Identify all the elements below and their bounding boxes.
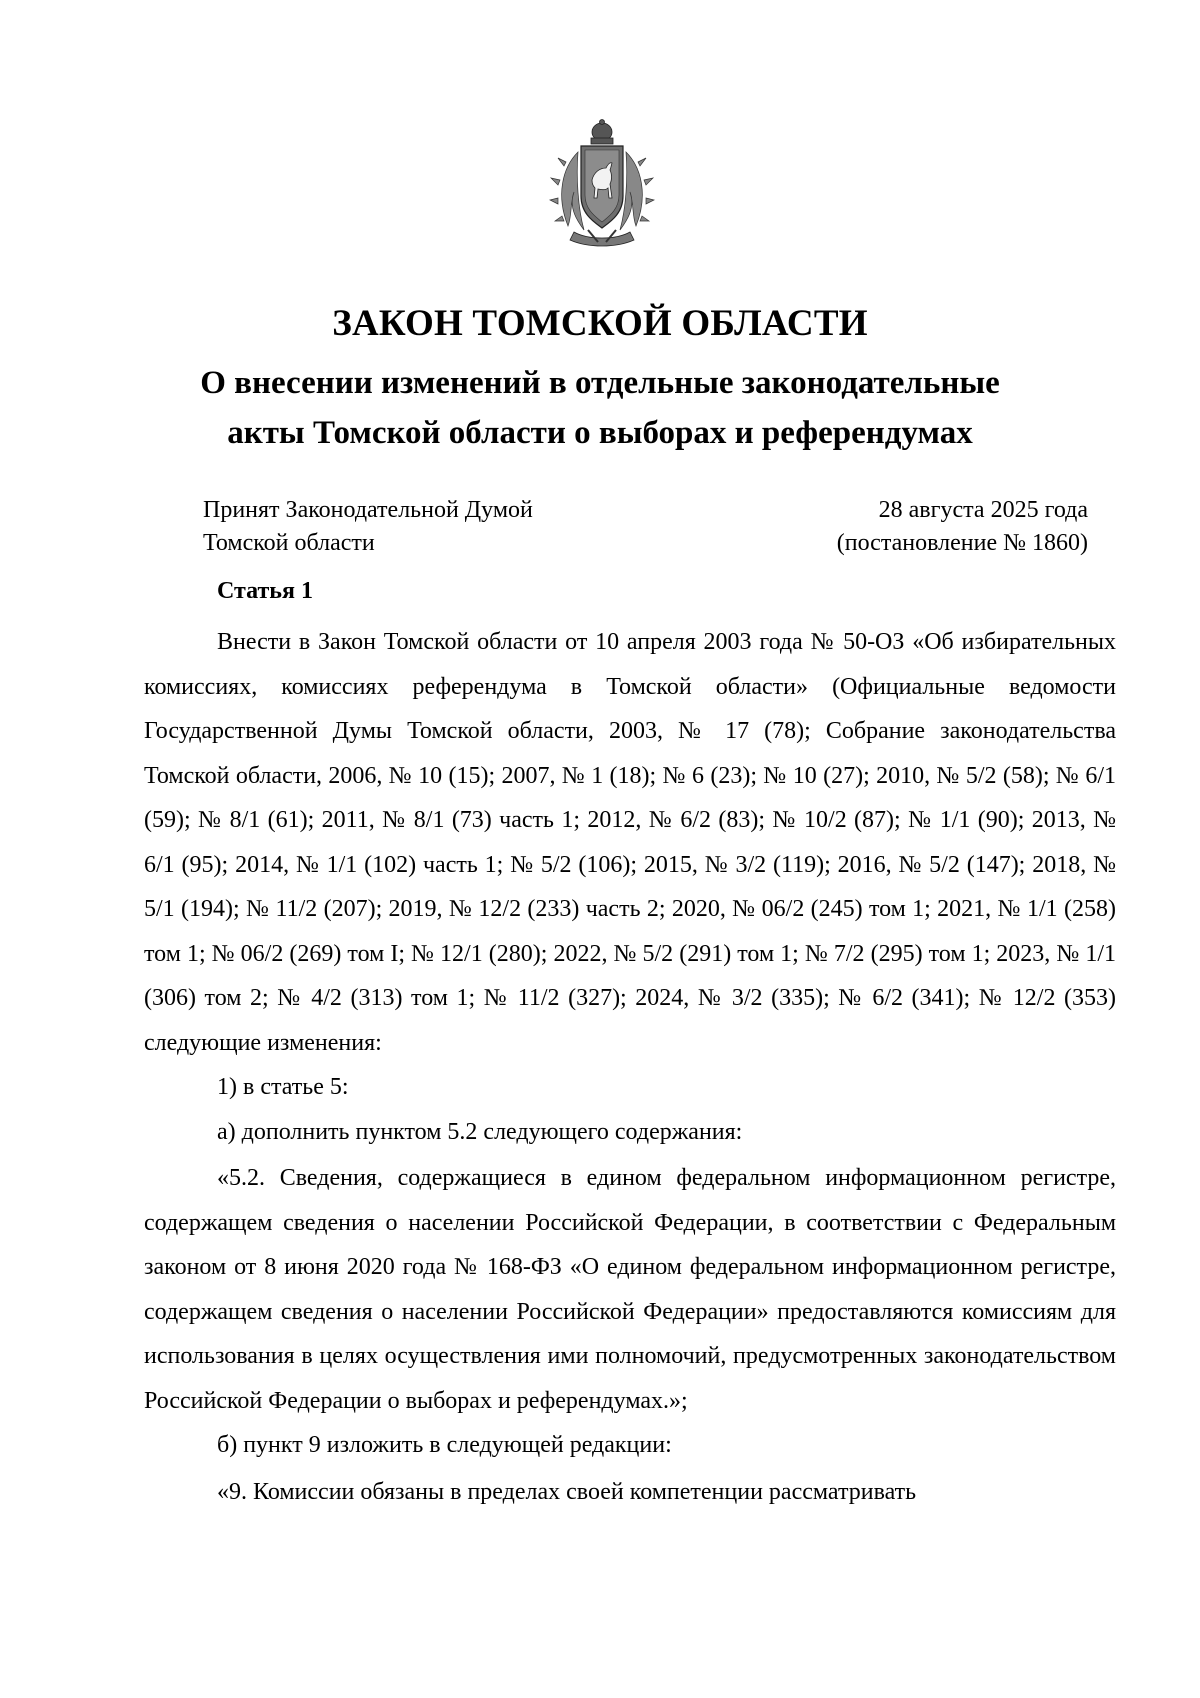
subtitle-line-1: О внесении изменений в отдельные законодательные <box>200 365 1000 401</box>
document-title: ЗАКОН ТОМСКОЙ ОБЛАСТИ <box>332 303 868 344</box>
article-paragraph: «5.2. Сведения, содержащиеся в едином федеральном информационном регистре, содержащем сведения о населении Российской Федерации, в соответствии с Федеральным законом от 8 июня 2020 года № 168-ФЗ «О едином федеральном информационном регистре, содержащем сведения о населении Российской Федерации» предоставляются комиссиям для использования в целях осуществления ими полномочий, предусмотренных законодательством Российской Федерации о выборах и референдумах.»; <box>144 1165 1116 1414</box>
document-subtitle <box>0 358 1200 458</box>
adopted-by-block <box>203 494 533 560</box>
article-paragraph: Внести в Закон Томской области от 10 апреля 2003 года № 50-ОЗ «Об избирательных комиссиях, комиссиях референдума в Томской области» (Официальные ведомости Государственной Думы Томской области, 2003, № 17 (78); Собрание законодательства Томской области, 2006, № 10 (15); 2007, № 1 (18); № 6 (23); № 10 (27); 2010, № 5/2 (58); № 6/1 (59); № 8/1 (61); 2011, № 8/1 (73) часть 1; 2012, № 6/2 (83); № 10/2 (87); № 1/1 (90); 2013, № 6/1 (95); 2014, № 1/1 (102) часть 1; № 5/2 (106); 2015, № 3/2 (119); 2016, № 5/2 (147); 2018, № 5/1 (194); № 11/2 (207); 2019, № 12/2 (233) часть 2; 2020, № 06/2 (245) том 1; 2021, № 1/1 (258) том 1; № 06/2 (269) том I; № 12/1 (280); 2022, № 5/2 (291) том 1; № 7/2 (295) том 1; 2023, № 1/1 (306) том 2; № 4/2 (313) том 1; № 11/2 (327); 2024, № 3/2 (335); № 6/2 (341); № 12/2 (353) следующие изменения: <box>144 629 1116 1056</box>
article-item: б) пункт 9 изложить в следующей редакции: <box>217 1432 672 1458</box>
article-paragraph: «9. Комиссии обязаны в пределах своей компетенции рассматривать <box>217 1478 917 1505</box>
article-heading: Статья 1 <box>217 578 313 604</box>
article-item: 1) в статье 5: <box>217 1074 349 1100</box>
adopted-by-line-2: Томской области <box>203 530 375 556</box>
adoption-date-block <box>837 494 1088 560</box>
tomsk-coat-of-arms-emblem <box>548 118 656 250</box>
adoption-date: 28 августа 2025 года <box>878 497 1088 523</box>
resolution-number: (постановление № 1860) <box>836 530 1088 556</box>
article-body <box>144 620 1116 1514</box>
article-item: а) дополнить пунктом 5.2 следующего содержания: <box>217 1118 743 1145</box>
adopted-by-line-1: Принят Законодательной Думой <box>203 497 533 523</box>
subtitle-line-2: акты Томской области о выборах и референдумах <box>227 415 973 451</box>
